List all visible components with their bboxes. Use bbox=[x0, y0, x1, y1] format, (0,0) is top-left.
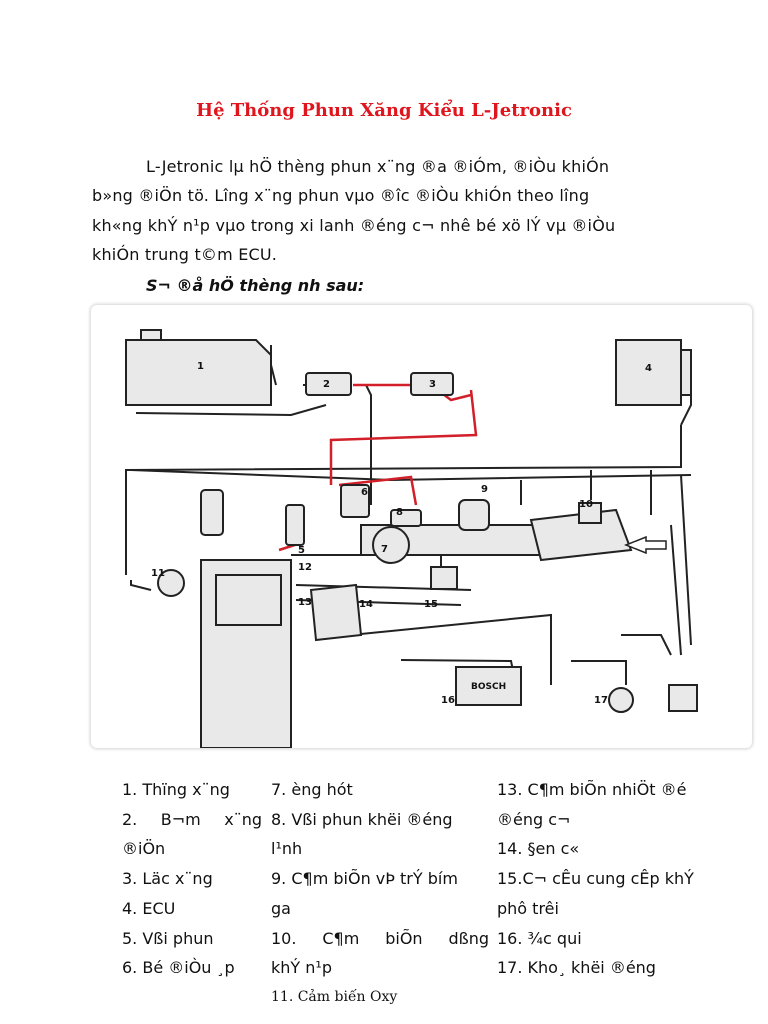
legend-column-2 bbox=[271, 775, 489, 1013]
legend-item: 6. Bé ®iÒu ¸p bbox=[122, 958, 235, 978]
legend-column-3 bbox=[497, 775, 727, 983]
diagram-label: 4 bbox=[645, 363, 652, 374]
diagram-subtitle: S¬ ®å hÖ thèng nh sau: bbox=[146, 276, 365, 295]
legend-item: 16. ¾c qui bbox=[497, 928, 582, 948]
diagram-label: 6 bbox=[361, 487, 368, 498]
paragraph-line: khiÓn trung t©m ECU. bbox=[92, 244, 278, 264]
paragraph-line: kh«ng khÝ n¹p vµo trong xi lanh ®éng c¬ nhê bé xö lÝ vµ ®iÒu bbox=[92, 215, 616, 235]
diagram-label: 7 bbox=[381, 544, 388, 555]
diagram-label: 15 bbox=[424, 599, 438, 610]
diagram-label: 16 bbox=[441, 695, 455, 706]
legend-item: khÝ n¹p bbox=[271, 958, 332, 978]
legend-item: 17. Kho¸ khëi ®éng bbox=[497, 958, 656, 978]
legend-item: 1. Thïng x¨ng bbox=[122, 780, 230, 799]
diagram-label: 11 bbox=[151, 568, 165, 579]
legend-item: 13. C¶m biÕn nhiÖt ®é bbox=[497, 780, 687, 799]
battery-brand: BOSCH bbox=[471, 682, 507, 692]
diagram-label: 3 bbox=[429, 379, 436, 390]
legend-item: 11. Cảm biến Oxy bbox=[271, 988, 398, 1005]
legend-column-1 bbox=[122, 775, 262, 983]
legend-item: 9. C¶m biÕn vÞ trÝ bím bbox=[271, 869, 458, 889]
legend-item: 2. B¬m x¨ng bbox=[122, 809, 262, 829]
diagram-label: 8 bbox=[396, 507, 403, 518]
legend-item: 10. C¶m biÕn dßng bbox=[271, 928, 489, 948]
system-diagram-svg bbox=[91, 305, 752, 748]
paragraph-line: L-Jetronic lµ hÖ thèng phun x¨ng ®a ®iÓm, ®iÒu khiÓn bbox=[146, 157, 610, 176]
system-diagram bbox=[91, 305, 752, 748]
paragraph-line: b»ng ®iÖn tö. Lîng x¨ng phun vµo ®îc ®iÒu khiÓn theo lîng bbox=[92, 186, 590, 206]
diagram-label: 1 bbox=[197, 361, 204, 372]
page-title: Hệ Thống Phun Xăng Kiểu L-Jetronic bbox=[196, 100, 572, 121]
diagram-label: 9 bbox=[481, 484, 488, 495]
legend-item: ®iÖn bbox=[122, 839, 166, 859]
legend-item: ga bbox=[271, 898, 291, 918]
diagram-label: 12 bbox=[298, 562, 312, 573]
diagram-label: 5 bbox=[298, 545, 305, 556]
diagram-label: 14 bbox=[359, 599, 373, 610]
legend-item: 14. §en c« bbox=[497, 839, 580, 859]
legend-item: 5. Vßi phun bbox=[122, 928, 214, 948]
legend-item: 4. ECU bbox=[122, 898, 176, 918]
legend-item: ®éng c¬ bbox=[497, 809, 571, 829]
diagram-label: 10 bbox=[579, 499, 593, 510]
legend-item: 8. Vßi phun khëi ®éng bbox=[271, 809, 453, 829]
legend-item: l¹nh bbox=[271, 839, 303, 859]
legend-item: 3. Läc x¨ng bbox=[122, 869, 213, 889]
legend-item: phô trêi bbox=[497, 898, 559, 918]
legend-item: 7. èng hót bbox=[271, 780, 353, 799]
legend-item: 15.C¬ cÊu cung cÊp khÝ bbox=[497, 869, 694, 889]
diagram-label: 17 bbox=[594, 695, 608, 706]
diagram-label: 13 bbox=[298, 597, 312, 608]
intro-paragraph bbox=[92, 152, 692, 269]
diagram-label: 2 bbox=[323, 379, 330, 390]
